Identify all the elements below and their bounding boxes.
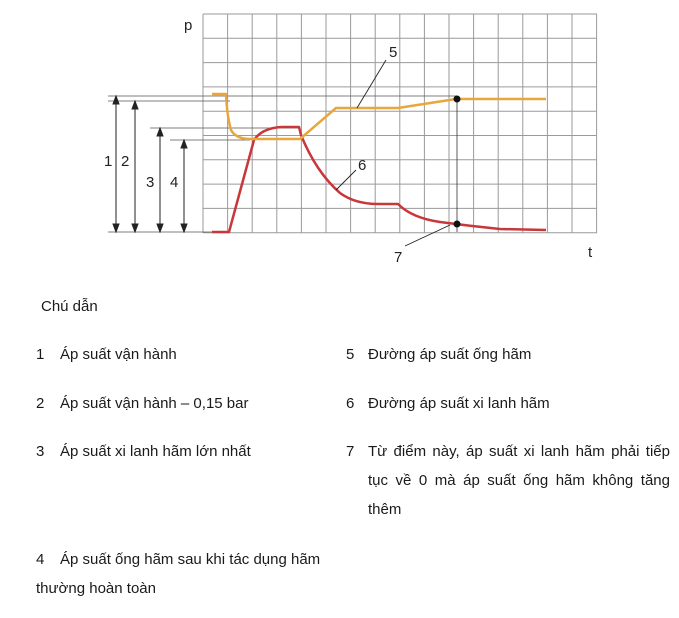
grid (203, 14, 597, 233)
legend-text-5: Đường áp suất ống hãm (368, 346, 532, 363)
callout-1: 1 (104, 153, 113, 170)
legend-number-4: 4 (36, 551, 45, 568)
legend-number-7: 7 (346, 443, 355, 460)
legend-text-6: Đường áp suất xi lanh hãm (368, 395, 550, 412)
legend-number-5: 5 (346, 346, 355, 363)
callout-5: 5 (389, 44, 398, 61)
callout-3: 3 (146, 174, 155, 191)
cylinder-marker-dot (454, 221, 461, 228)
legend-text-2: Áp suất vận hành – 0,15 bar (60, 395, 249, 412)
legend-title: Chú dẫn (41, 298, 98, 315)
callout-2: 2 (121, 153, 130, 170)
legend-number-2: 2 (36, 395, 45, 412)
callout-4: 4 (170, 174, 179, 191)
y-axis-label: p (184, 17, 193, 34)
legend-text-7: Từ điểm này, áp suất xi lanh hãm phải tiếp tục về 0 mà áp suất ống hãm không tăng thêm (368, 443, 670, 518)
legend-number-6: 6 (346, 395, 355, 412)
legend-number-1: 1 (36, 346, 45, 363)
legend-text-1: Áp suất vận hành (60, 346, 177, 363)
legend-text-4: Áp suất ống hãm sau khi tác dụng hãm thường hoàn toàn (36, 551, 321, 597)
x-axis-label: t (588, 244, 593, 261)
callout-6: 6 (358, 157, 367, 174)
legend-text-3: Áp suất xi lanh hãm lớn nhất (60, 443, 251, 460)
pipe-marker-dot (454, 96, 461, 103)
cylinder-pressure-curve (212, 127, 546, 232)
leader-lines (336, 60, 450, 246)
legend-number-3: 3 (36, 443, 45, 460)
callout-7: 7 (394, 249, 403, 266)
pressure-time-diagram (0, 0, 679, 290)
